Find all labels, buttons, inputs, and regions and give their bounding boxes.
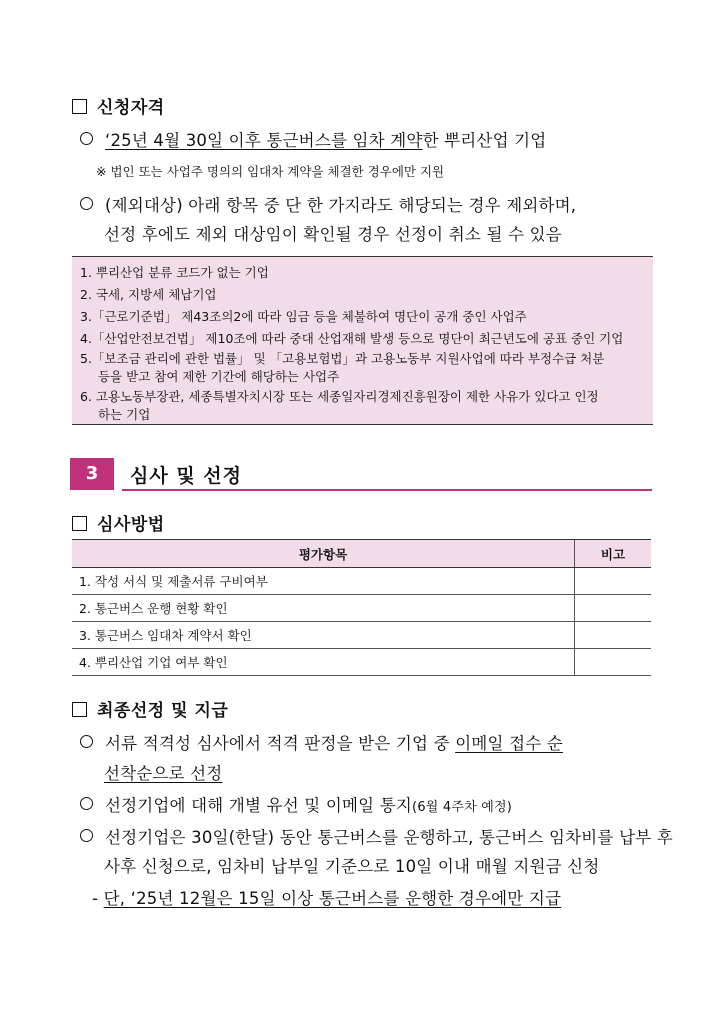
table-row (72, 568, 651, 595)
table-row (72, 595, 651, 622)
exclusion-item: 3.「근로기준법」 제43조의2에 따라 임금 등을 체불하여 명단이 공개 중인 사업주 (80, 309, 527, 324)
final-bullet-3: 선정기업은 30일(한달) 동안 통근버스를 운행하고, 통근버스 임차비를 납부 후 (80, 824, 673, 848)
circle-bullet-icon (80, 132, 93, 145)
column-header-item: 평가항목 (72, 540, 575, 568)
exclusion-item: 2. 국세, 지방세 체납기업 (80, 287, 217, 302)
exclusion-list-box (72, 256, 653, 425)
evaluation-table (72, 539, 651, 676)
final-bullet-1-cont: 선착순으로 선정 (104, 764, 223, 783)
circle-bullet-icon (80, 735, 93, 748)
circle-bullet-icon (80, 797, 93, 810)
final-bullet-4: - 단, ‘25년 12월은 15일 이상 통근버스를 운행한 경우에만 지급 (92, 889, 562, 908)
exclusion-item-cont: 하는 기업 (98, 407, 151, 422)
exclusion-item: 1. 뿌리산업 분류 코드가 없는 기업 (80, 265, 269, 280)
table-cell: 1. 작성 서식 및 제출서류 구비여부 (72, 568, 575, 595)
final-bullet-1: 서류 적격성 심사에서 적격 판정을 받은 기업 중 이메일 접수 순 (80, 730, 563, 754)
table-cell-note (575, 568, 652, 595)
column-header-note: 비고 (575, 540, 652, 568)
circle-bullet-icon (80, 197, 93, 210)
table-cell: 2. 통근버스 운행 현황 확인 (72, 595, 575, 622)
final-bullet-3-cont: 사후 신청으로, 임차비 납부일 기준으로 10일 이내 매월 지원금 신청 (104, 857, 600, 876)
exclusion-item: 6. 고용노동부장관, 세종특별자치시장 또는 세종일자리경제진흥원장이 제한 사유가 있다고 인정 (80, 389, 599, 404)
checkbox-square-icon (72, 516, 87, 531)
table-cell-note (575, 622, 652, 649)
section-number-badge: 3 (70, 458, 114, 490)
review-heading: 심사방법 (72, 510, 165, 535)
table-header-row (72, 540, 651, 568)
final-bullet-2: 선정기업에 대해 개별 유선 및 이메일 통지(6월 4주차 예정) (80, 792, 512, 816)
section-title-underline (122, 489, 652, 491)
exclusion-item: 5.「보조금 관리에 관한 법률」 및 「고용보험법」과 고용노동부 지원사업에 따라 부정수급 처분 (80, 351, 605, 366)
exclusion-item: 4.「산업안전보건법」 제10조에 따라 중대 산업재해 발생 등으로 명단이 최근년도에 공표 중인 기업 (80, 331, 624, 346)
table-cell: 4. 뿌리산업 기업 여부 확인 (72, 649, 575, 676)
circle-bullet-icon (80, 829, 93, 842)
checkbox-square-icon (72, 702, 87, 717)
table-cell-note (575, 595, 652, 622)
checkbox-square-icon (72, 99, 87, 114)
eligibility-note: ※ 법인 또는 사업주 명의의 임대차 계약을 체결한 경우에만 지원 (96, 164, 445, 179)
table-cell-note (575, 649, 652, 676)
table-row (72, 622, 651, 649)
table-cell: 3. 통근버스 임대차 계약서 확인 (72, 622, 575, 649)
eligibility-bullet-2: (제외대상) 아래 항목 중 단 한 가지라도 해당되는 경우 제외하며, (80, 192, 576, 216)
section-title: 심사 및 선정 (130, 465, 242, 487)
exclusion-item-cont: 등을 받고 참여 제한 기간에 해당하는 사업주 (98, 369, 340, 384)
eligibility-bullet-1: ‘25년 4월 30일 이후 통근버스를 임차 계약한 뿌리산업 기업 (80, 127, 546, 151)
eligibility-bullet-2-cont: 선정 후에도 제외 대상임이 확인될 경우 선정이 취소 될 수 있음 (104, 225, 562, 244)
table-row (72, 649, 651, 676)
final-heading: 최종선정 및 지급 (72, 696, 228, 721)
eligibility-heading: 신청자격 (72, 93, 165, 118)
